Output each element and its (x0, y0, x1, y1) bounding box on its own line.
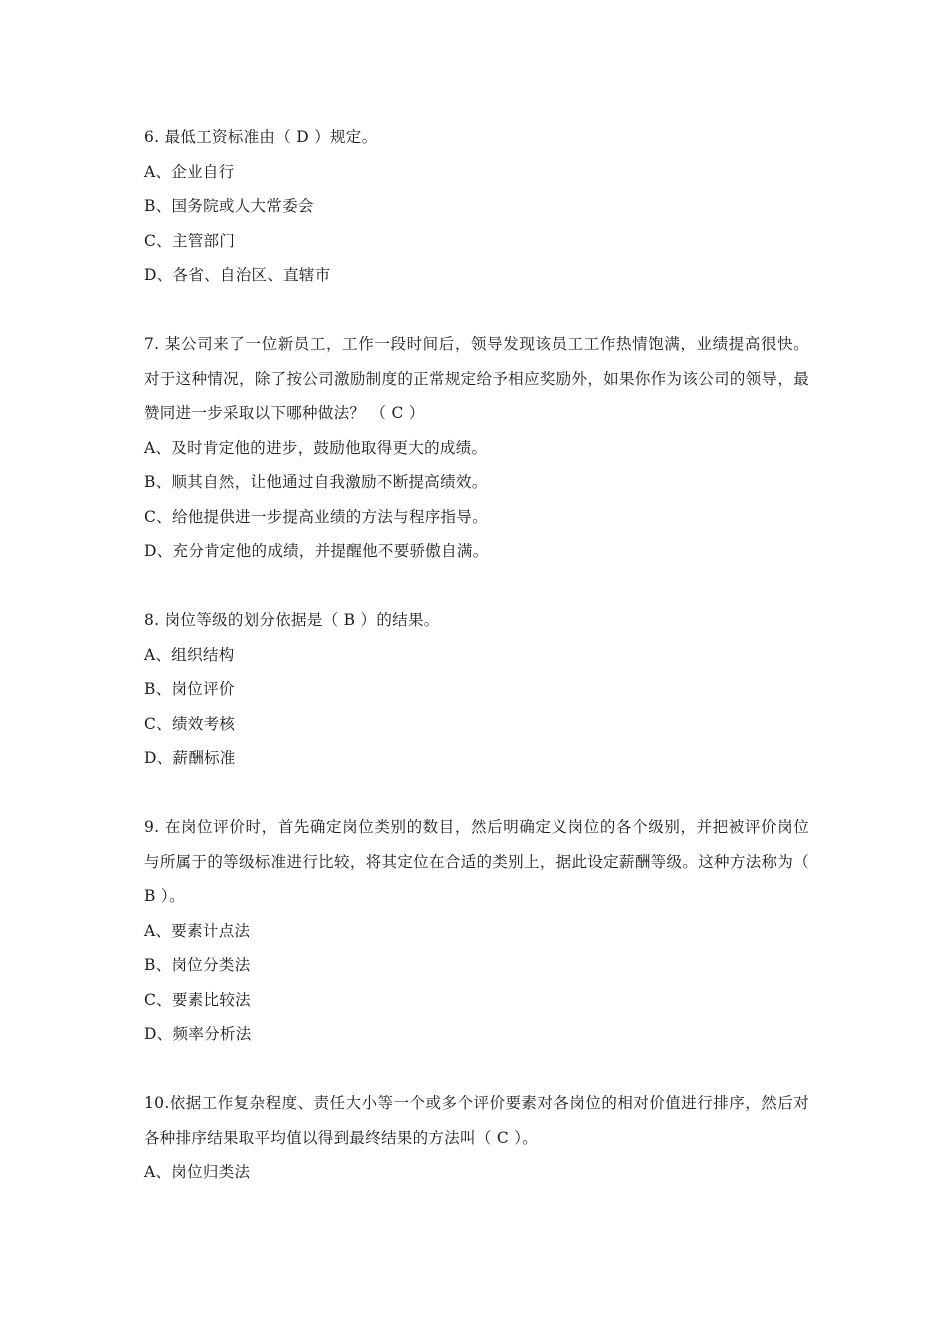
question-9 (144, 810, 809, 1052)
question-text: 7. 某公司来了一位新员工，工作一段时间后，领导发现该员工工作热情饱满，业绩提高很快。对于这种情况，除了按公司激励制度的正常规定给予相应奖励外，如果你作为该公司的领导，最赞同进一步采取以下哪种做法？ （ C ） (144, 335, 809, 422)
option-a: A、及时肯定他的进步，鼓励他取得更大的成绩。 (144, 438, 488, 457)
option-c: C、给他提供进一步提高业绩的方法与程序指导。 (144, 507, 488, 526)
option-b: B、岗位分类法 (144, 956, 251, 974)
question-10 (144, 1086, 809, 1190)
option-d: D、薪酬标准 (144, 749, 236, 767)
question-text: 10.依据工作复杂程度、责任大小等一个或多个评价要素对各岗位的相对价值进行排序，然后对各种排序结果取平均值以得到最终结果的方法叫（ C ）。 (144, 1094, 809, 1147)
option-d: D、充分肯定他的成绩，并提醒他不要骄傲自满。 (144, 542, 489, 560)
question-8 (144, 603, 809, 776)
option-b: B、顺其自然，让他通过自我激励不断提高绩效。 (144, 473, 488, 491)
option-a: A、要素计点法 (144, 921, 251, 940)
spacer (144, 293, 809, 328)
option-a: A、岗位归类法 (144, 1163, 251, 1181)
question-text: 6. 最低工资标准由（ D ）规定。 (144, 128, 378, 146)
spacer (144, 1052, 809, 1087)
spacer (144, 776, 809, 811)
document-page (144, 120, 809, 1190)
option-b: B、国务院或人大常委会 (144, 197, 314, 215)
option-a: A、企业自行 (144, 162, 235, 181)
option-d: D、各省、自治区、直辖市 (144, 266, 331, 284)
question-6 (144, 120, 809, 293)
option-c: C、绩效考核 (144, 714, 236, 733)
option-d: D、频率分析法 (144, 1025, 252, 1043)
question-text: 8. 岗位等级的划分依据是（ B ）的结果。 (144, 611, 440, 629)
option-c: C、主管部门 (144, 231, 236, 250)
option-a: A、组织结构 (144, 645, 235, 664)
question-7 (144, 327, 809, 569)
option-b: B、岗位评价 (144, 680, 235, 698)
option-c: C、要素比较法 (144, 990, 251, 1009)
spacer (144, 569, 809, 604)
question-text: 9. 在岗位评价时，首先确定岗位类别的数目，然后明确定义岗位的各个级别，并把被评价岗位与所属于的等级标准进行比较，将其定位在合适的类别上，据此设定薪酬等级。这种方法称为（ B ）。 (144, 818, 809, 905)
